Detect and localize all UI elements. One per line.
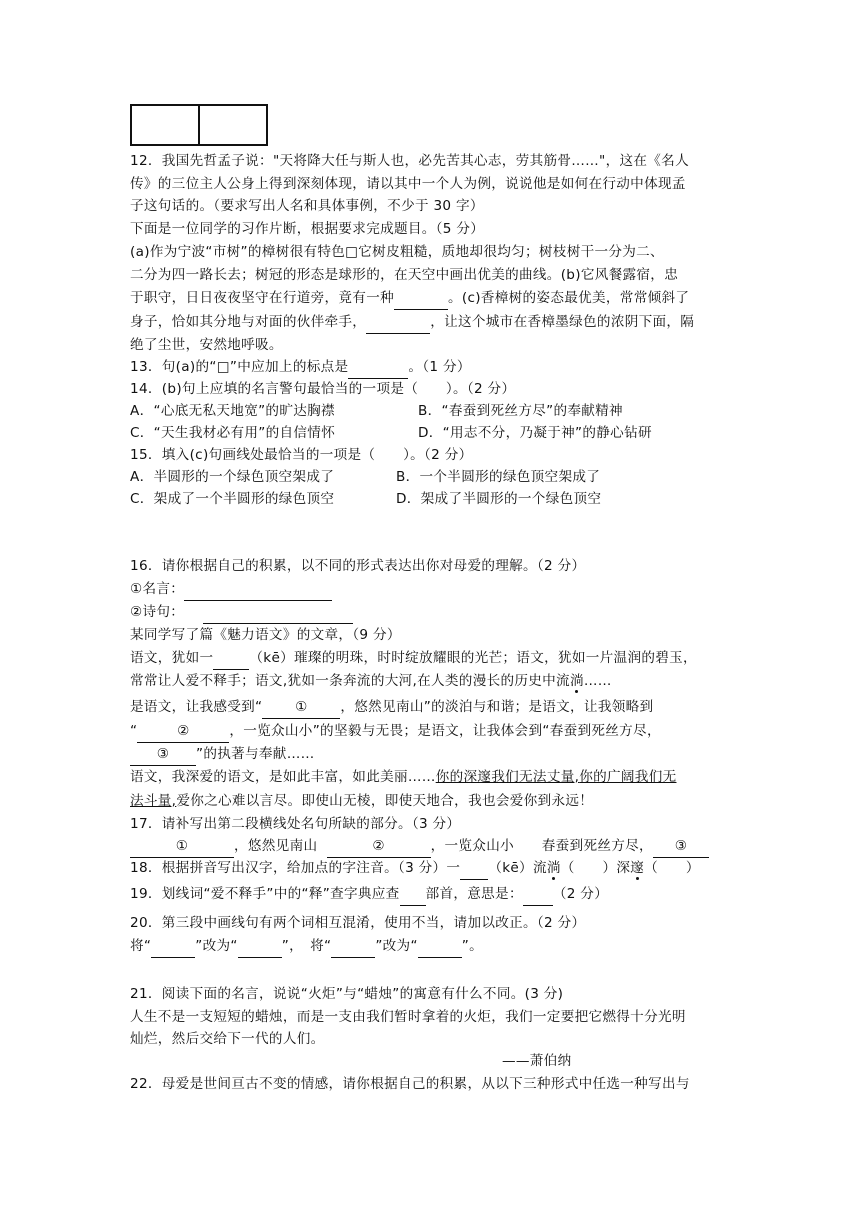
passage2-line-5-end: ”的执著与奉献…… <box>196 746 315 762</box>
q18-text-start: 18．根据拼音写出汉字，给加点的字注音。（3 分）一 <box>130 860 461 876</box>
q13 <box>130 356 471 379</box>
q20-text-e: ”。 <box>461 938 484 954</box>
q17-blank-2[interactable]: ② <box>327 835 431 858</box>
q20-blank-1[interactable] <box>151 935 195 958</box>
passage2-line-7 <box>130 790 593 812</box>
passage2-line-4 <box>130 720 661 743</box>
passage2-line-3-start: 是语文，让我感受到“ <box>130 699 263 715</box>
q12-line-1: 12．我国先哲孟子说："天将降大任与斯人也，必先苦其心志，劳其筋骨……"，这在《名人 <box>130 153 689 169</box>
q14-option-d[interactable]: D．“用志不分，乃凝于神”的静心钻研 <box>418 425 652 441</box>
q18-text-4: （ ） <box>644 860 700 876</box>
passage1-line-1: (a)作为宁波“市树”的樟树很有特色□它树皮粗糙，质地却很均匀；树枝树干一分为二、 <box>130 244 664 260</box>
q18-text-2: （kē）流 <box>488 860 547 876</box>
passage2-line-2 <box>130 670 612 692</box>
q17-answers <box>130 835 709 858</box>
q19-radical-blank[interactable] <box>400 883 426 906</box>
passage1-line-5: 绝了尘世，安然地呼吸。 <box>130 337 283 353</box>
q14-option-a[interactable]: A．“心底无私天地宽”的旷达胸襟 <box>130 403 335 419</box>
passage2-line-3 <box>130 696 653 719</box>
q15-option-b[interactable]: B．一个半圆形的绿色顶空架成了 <box>396 469 601 485</box>
passage2-line-2-start: 常常让人爱不释手；语文,犹如一条奔流的大河,在人类的漫长的历史中流 <box>130 673 570 689</box>
q18-text-3: （ ）深 <box>560 860 631 876</box>
q20-blank-3[interactable] <box>331 935 375 958</box>
passage2-underlined-3: 法斗量, <box>130 793 177 809</box>
q21-stem: 21．阅读下面的名言，说说“火炬”与“蜡烛”的寓意有什么不同。(3 分) <box>130 986 564 1002</box>
q21-quote-author: ——萧伯纳 <box>502 1053 572 1069</box>
q20-stem: 20．第三段中画线句有两个词相互混淆，使用不当，请加以改正。（2 分） <box>130 915 586 931</box>
passage2-line-6 <box>130 766 677 788</box>
q17-blank-1[interactable]: ① <box>130 835 234 858</box>
passage2-underlined-2: 你的广阔我们无 <box>579 769 677 785</box>
q22-stem: 22．母爱是世间亘古不变的情感，请你根据自己的积累，从以下三种形式中任选一种写出与 <box>130 1076 690 1092</box>
q12-line-2: 传》的三位主人公身上得到深刻体现，请以其中一个人为例，说说他是如何在行动中体现孟 <box>130 176 686 192</box>
q19-text-mid: 部首，意思是： <box>425 886 523 902</box>
q14-option-b[interactable]: B．“春蚕到死丝方尽”的奉献精神 <box>418 403 623 419</box>
q16-stem: 16．请你根据自己的积累，以不同的形式表达出你对母爱的理解。（2 分） <box>130 558 586 574</box>
q17-text-2: ，一览众山小 春蚕到死丝方尽， <box>430 838 653 854</box>
q20-text-b: ”改为“ <box>195 938 238 954</box>
passage1-line-4-start: 身子，恰如其分地与对面的伙伴牵手， <box>130 314 367 330</box>
answer-box-right <box>198 104 268 146</box>
passage1-line-2: 二分为四一路长去；树冠的形态是球形的，在天空中画出优美的曲线。(b)它风餐露宿，忠 <box>130 267 679 283</box>
passage2-line-4-start: “ <box>130 723 138 739</box>
q13-tail: 。（1 分） <box>408 359 471 375</box>
passage2-line-5 <box>130 743 315 766</box>
passage2-blank-1[interactable]: ① <box>262 696 340 719</box>
q18-dotted-char-sui: 邃 <box>630 860 645 876</box>
passage2-line-3-end: ，悠然见南山”的淡泊与和谐；是语文，让我领略到 <box>340 699 654 715</box>
passage2-line-6-start: 语文，我深爱的语文，是如此丰富，如此美丽…… <box>130 769 436 785</box>
q15-option-a[interactable]: A．半圆形的一个绿色顶空架成了 <box>130 469 335 485</box>
passage2-blank-2[interactable]: ② <box>137 720 229 743</box>
passage1-line-4 <box>130 311 694 334</box>
q16-item-1-label: ①名言： <box>130 581 185 597</box>
q17-stem: 17．请补写出第二段横线处名句所缺的部分。（3 分） <box>130 816 461 832</box>
q12-line-3: 子这句话的。（要求写出人名和具体事例，不少于 30 字） <box>130 198 484 214</box>
q15-stem: 15．填入(c)句画线处最恰当的一项是（ ）。（2 分） <box>130 447 473 463</box>
q19-text-end: （2 分） <box>552 886 609 902</box>
passage2-ke-blank[interactable] <box>213 647 249 670</box>
q16-item-1 <box>130 578 332 601</box>
q13-text: 13．句(a)的“□”中应加上的标点是 <box>130 359 349 375</box>
passage2-dotted-char-tang: 淌 <box>569 673 584 689</box>
q14-option-c[interactable]: C．“天生我材必有用”的自信情怀 <box>130 425 336 441</box>
passage1-intro: 下面是一位同学的习作片断，根据要求完成题目。（5 分） <box>130 221 485 237</box>
passage2-line-1 <box>130 647 697 670</box>
q19-text-start: 19．划线词“爱不释手”中的“释”查字典应查 <box>130 886 400 902</box>
q21-quote-line-1: 人生不是一支短短的蜡烛，而是一支由我们暂时拿着的火炬，我们一定要把它燃得十分光明 <box>130 1009 686 1025</box>
passage2-blank-3[interactable]: ③ <box>130 743 196 766</box>
passage2-line-2-end: …… <box>583 673 612 689</box>
q16-quote-blank[interactable] <box>184 578 332 601</box>
passage1-blank-b[interactable] <box>394 287 448 310</box>
q19 <box>130 883 608 906</box>
q18-dotted-char-tang: 淌 <box>546 860 561 876</box>
passage1-line-3 <box>130 287 689 310</box>
passage1-line-3-start: 于职守，日日夜夜坚守在行道旁，竟有一种 <box>130 290 394 306</box>
q20-answers <box>130 935 483 958</box>
passage1-line-4-end: ，让这个城市在香樟墨绿色的浓阴下面，隔 <box>430 314 695 330</box>
passage2-line-1-end: （kē）璀璨的明珠，时时绽放耀眼的光芒；语文，犹如一片温润的碧玉， <box>249 650 697 666</box>
passage2-line-7-end: 爱你之心难以言尽。即使山无棱，即使天地合，我也会爱你到永远！ <box>176 793 594 809</box>
q20-text-a: 将“ <box>130 938 152 954</box>
passage2-line-4-end: ，一览众山小”的坚毅与无畏；是语文，让我体会到“春蚕到死丝方尽， <box>229 723 661 739</box>
q20-text-d: ”改为“ <box>375 938 418 954</box>
q20-blank-2[interactable] <box>238 935 282 958</box>
q21-quote-line-2: 灿烂，然后交给下一代的人们。 <box>130 1031 325 1047</box>
q17-blank-3[interactable]: ③ <box>653 835 709 858</box>
passage1-blank-c[interactable] <box>366 311 430 334</box>
q15-option-c[interactable]: C．架成了一个半圆形的绿色顶空 <box>130 491 335 507</box>
passage2-intro: 某同学写了篇《魅力语文》的文章，（9 分） <box>130 627 401 643</box>
q18 <box>130 857 700 880</box>
q19-meaning-blank[interactable] <box>523 883 553 906</box>
q20-text-c: ”， 将“ <box>281 938 332 954</box>
q16-item-2 <box>130 601 353 624</box>
passage1-line-3-end: 。(c)香樟树的姿态最优美，常常倾斜了 <box>447 290 690 306</box>
q15-option-d[interactable]: D．架成了半圆形的一个绿色顶空 <box>396 491 602 507</box>
q14-stem: 14．(b)句上应填的名言警句最恰当的一项是（ ）。（2 分） <box>130 381 516 397</box>
answer-box-left <box>130 104 200 146</box>
q20-blank-4[interactable] <box>418 935 462 958</box>
q16-item-2-label: ②诗句： <box>130 604 185 620</box>
q16-poem-blank[interactable] <box>203 601 353 624</box>
passage2-line-1-start: 语文，犹如一 <box>130 650 214 666</box>
passage2-underlined-1: 你的深邃我们无法丈量, <box>435 769 580 785</box>
q18-ke-blank[interactable] <box>460 857 488 880</box>
q17-text-1: ，悠然见南山 <box>234 838 318 854</box>
q13-answer-blank[interactable] <box>348 356 408 379</box>
